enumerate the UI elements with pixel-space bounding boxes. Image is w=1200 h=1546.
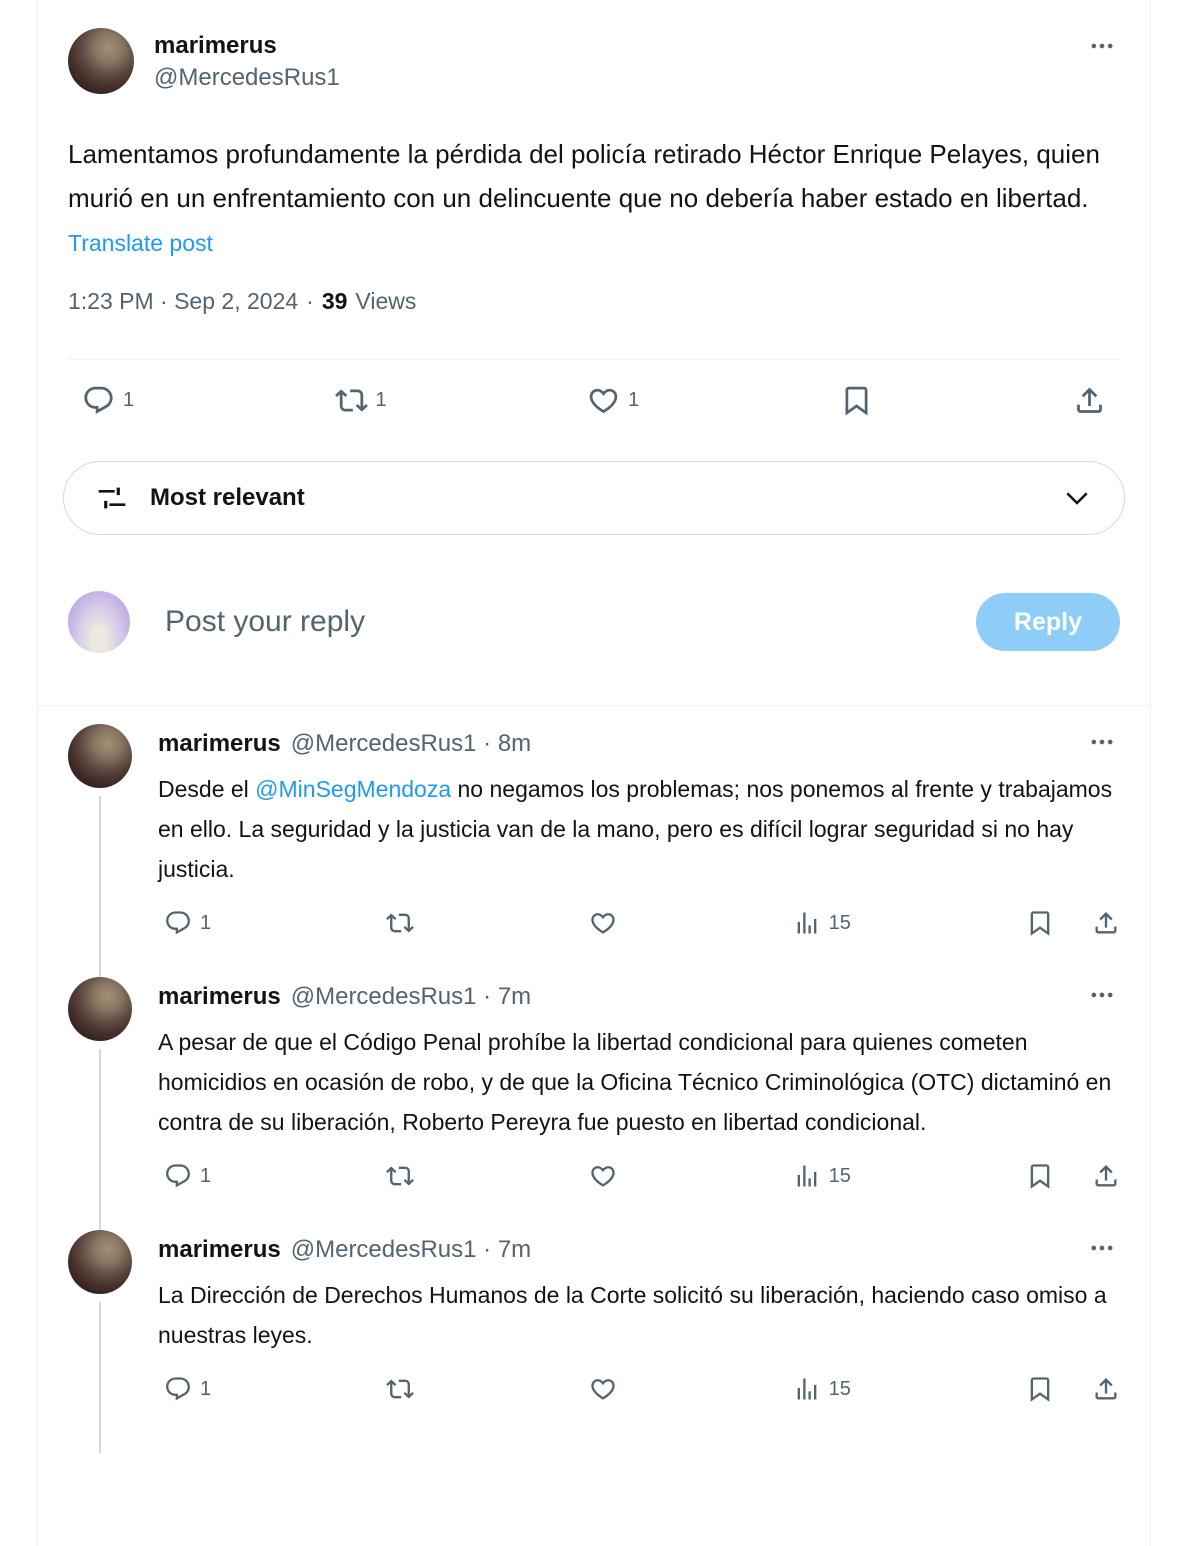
repost-icon: [386, 909, 414, 937]
avatar[interactable]: [68, 977, 132, 1041]
like-count: 1: [628, 389, 640, 411]
analytics-icon: [793, 1375, 821, 1403]
repost-button[interactable]: [335, 384, 387, 417]
user-handle[interactable]: @MercedesRus1 · 7m: [290, 1235, 532, 1263]
bookmark-button[interactable]: [1026, 1375, 1054, 1403]
reply-secondary-actions: [1026, 909, 1120, 937]
more-icon: [1088, 32, 1116, 60]
reply-text-segment: no negamos los problemas; nos ponemos al frente y trabajamos en ello. La seguridad y la justicia van de la mano, pero es difícil lograr seguridad si no hay justicia.: [158, 776, 1113, 882]
reply-text: A pesar de que el Código Penal prohíbe la libertad condicional para quienes cometen homicidios en ocasión de robo, y de que la Oficina Técnico Criminológica (OTC) dictaminó en contra de su liberación, Roberto Pereyra fue puesto en libertad condicional.: [158, 1029, 1112, 1135]
bookmark-button[interactable]: [1026, 1162, 1054, 1190]
repost-button[interactable]: [386, 1375, 414, 1403]
more-button[interactable]: [1084, 977, 1120, 1016]
more-button[interactable]: [1084, 724, 1120, 763]
reply-action-bar: [158, 1367, 1120, 1413]
share-icon: [1092, 1162, 1120, 1190]
reply-tweet: [38, 1212, 1150, 1425]
reply-text: [158, 769, 1120, 889]
like-button[interactable]: [589, 1162, 617, 1190]
bookmark-icon: [1026, 909, 1054, 937]
translate-post-link[interactable]: Translate post: [68, 230, 213, 256]
reply-action-bar: [158, 1154, 1120, 1200]
reply-header: [158, 1230, 1120, 1269]
views-count: 15: [828, 1377, 851, 1400]
more-icon: [1088, 1234, 1116, 1262]
thread-line: [99, 1302, 101, 1453]
thread-line: [99, 1049, 101, 1230]
tweet-action-bar: [68, 360, 1120, 447]
reply-count: 1: [123, 389, 135, 411]
reply-input[interactable]: Post your reply: [165, 605, 366, 638]
display-name[interactable]: marimerus: [154, 32, 277, 59]
sort-label: Most relevant: [150, 484, 305, 511]
main-tweet: [38, 28, 1150, 447]
like-icon: [587, 384, 620, 417]
views-label: Views: [355, 288, 417, 314]
bookmark-button[interactable]: [840, 384, 873, 417]
share-icon: [1092, 909, 1120, 937]
reply-secondary-actions: [1026, 1162, 1120, 1190]
bookmark-icon: [1026, 1162, 1054, 1190]
share-button[interactable]: [1092, 1162, 1120, 1190]
avatar[interactable]: [68, 28, 134, 94]
timestamp: 1:23 PM · Sep 2, 2024: [68, 288, 299, 314]
share-icon: [1073, 384, 1106, 417]
analytics-icon: [793, 1162, 821, 1190]
reply-composer: [38, 591, 1150, 653]
views-count: 15: [828, 911, 851, 934]
display-name[interactable]: marimerus: [158, 1235, 281, 1263]
repost-icon: [386, 1162, 414, 1190]
like-button[interactable]: [589, 1375, 617, 1403]
chevron-down-icon: [1062, 483, 1092, 513]
main-tweet-header: [68, 28, 1120, 94]
share-button[interactable]: [1092, 1375, 1120, 1403]
reply-button[interactable]: [82, 384, 134, 417]
views-count: 39: [321, 288, 348, 314]
reply-content: [158, 977, 1120, 1200]
user-names: [154, 28, 340, 94]
bookmark-button[interactable]: [1026, 909, 1054, 937]
views-button[interactable]: [793, 1375, 851, 1403]
reply-action-bar: [158, 901, 1120, 947]
reply-header: [158, 977, 1120, 1016]
tweet-meta: [68, 288, 1120, 315]
repost-icon: [386, 1375, 414, 1403]
sort-sliders-icon: [96, 482, 128, 514]
bookmark-icon: [840, 384, 873, 417]
reply-content: [158, 724, 1120, 947]
mention-link[interactable]: @MinSegMendoza: [255, 776, 452, 802]
share-icon: [1092, 1375, 1120, 1403]
reply-count: 1: [200, 1164, 212, 1187]
views-button[interactable]: [793, 1162, 851, 1190]
user-handle[interactable]: @MercedesRus1 · 7m: [290, 982, 532, 1010]
like-icon: [589, 909, 617, 937]
reply-button[interactable]: [164, 909, 211, 937]
reply-text-segment: Desde el: [158, 776, 256, 802]
more-button[interactable]: [1084, 28, 1120, 67]
like-button[interactable]: [587, 384, 639, 417]
thread-rail: [68, 977, 132, 1200]
tweet-text: Lamentamos profundamente la pérdida del policía retirado Héctor Enrique Pelayes, quien murió en un enfrentamiento con un delincuente que no debería haber estado en libertad.: [68, 139, 1100, 213]
analytics-icon: [793, 909, 821, 937]
reply-header: [158, 724, 1120, 763]
reply-icon: [164, 1162, 192, 1190]
share-button[interactable]: [1073, 384, 1106, 417]
repost-button[interactable]: [386, 1162, 414, 1190]
like-icon: [589, 1162, 617, 1190]
views-count: 15: [828, 1164, 851, 1187]
reply-button[interactable]: [164, 1162, 211, 1190]
like-icon: [589, 1375, 617, 1403]
thread-rail: [68, 724, 132, 947]
reply-secondary-actions: [1026, 1375, 1120, 1403]
reply-text: La Dirección de Derechos Humanos de la Corte solicitó su liberación, haciendo caso omiso a nuestras leyes.: [158, 1282, 1107, 1348]
avatar[interactable]: [68, 1230, 132, 1294]
display-name[interactable]: marimerus: [158, 982, 281, 1010]
reply-icon: [82, 384, 115, 417]
repost-icon: [335, 384, 368, 417]
reply-icon: [164, 909, 192, 937]
self-avatar[interactable]: [68, 591, 130, 653]
repost-count: 1: [375, 389, 387, 411]
reply-count: 1: [200, 911, 212, 934]
share-button[interactable]: [1092, 909, 1120, 937]
reply-button[interactable]: [164, 1375, 211, 1403]
sort-replies-dropdown[interactable]: [63, 461, 1125, 535]
reply-tweet: [38, 706, 1150, 959]
user-handle[interactable]: @MercedesRus1: [154, 64, 340, 91]
thread-line: [99, 796, 101, 977]
user-handle[interactable]: @MercedesRus1 · 8m: [290, 729, 532, 757]
reply-icon: [164, 1375, 192, 1403]
timeline-column: [37, 0, 1151, 1546]
meta-separator: ·: [306, 288, 314, 314]
replies-section: [38, 706, 1150, 1425]
more-icon: [1088, 981, 1116, 1009]
reply-content: [158, 1230, 1120, 1413]
avatar[interactable]: [68, 724, 132, 788]
thread-rail: [68, 1230, 132, 1413]
repost-button[interactable]: [386, 909, 414, 937]
reply-count: 1: [200, 1377, 212, 1400]
more-icon: [1088, 728, 1116, 756]
more-button[interactable]: [1084, 1230, 1120, 1269]
bookmark-icon: [1026, 1375, 1054, 1403]
like-button[interactable]: [589, 909, 617, 937]
reply-tweet: [38, 959, 1150, 1212]
display-name[interactable]: marimerus: [158, 729, 281, 757]
reply-submit-button[interactable]: Reply: [976, 593, 1120, 651]
views-button[interactable]: [793, 909, 851, 937]
